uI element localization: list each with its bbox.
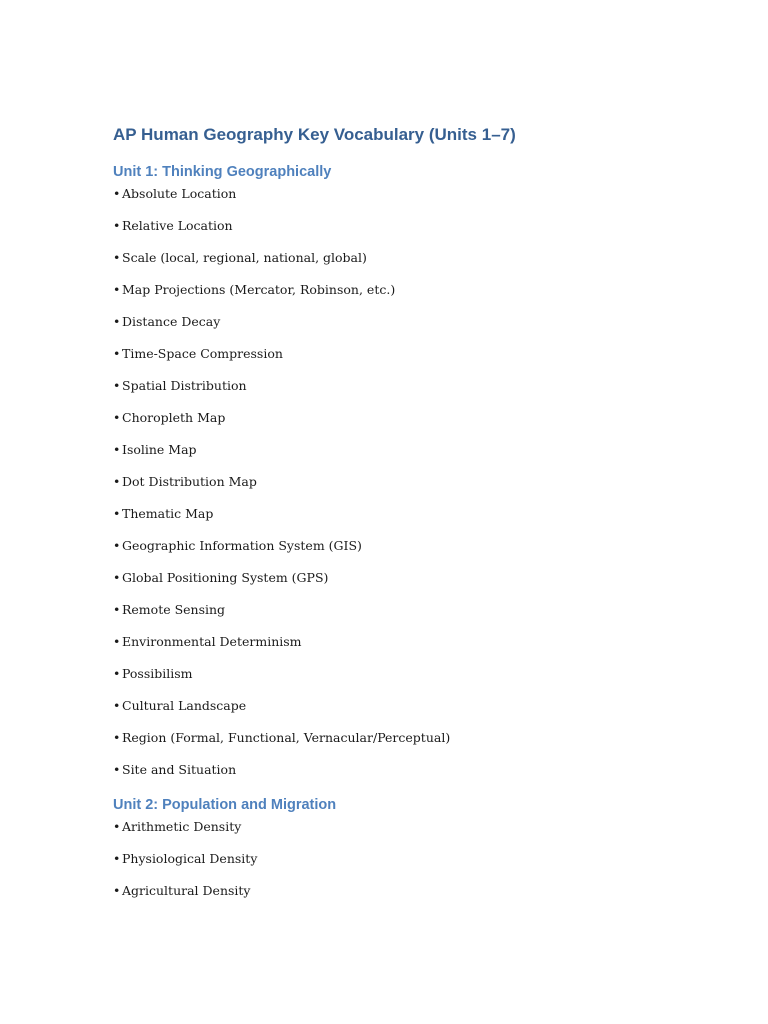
bullet-icon: • bbox=[113, 819, 121, 834]
bullet-icon: • bbox=[113, 762, 121, 777]
term-label: Choropleth Map bbox=[122, 410, 226, 425]
term-label: Global Positioning System (GPS) bbox=[122, 570, 329, 585]
list-item bbox=[113, 346, 450, 362]
term-label: Possibilism bbox=[122, 666, 193, 681]
bullet-icon: • bbox=[113, 346, 121, 361]
list-item bbox=[113, 186, 450, 202]
term-label: Agricultural Density bbox=[122, 883, 251, 898]
list-item bbox=[113, 442, 450, 458]
bullet-icon: • bbox=[113, 666, 121, 681]
bullet-icon: • bbox=[113, 314, 121, 329]
term-label: Geographic Information System (GIS) bbox=[122, 538, 362, 553]
bullet-icon: • bbox=[113, 186, 121, 201]
list-item bbox=[113, 666, 450, 682]
list-item bbox=[113, 570, 450, 586]
bullet-icon: • bbox=[113, 730, 121, 745]
term-list-unit-2 bbox=[113, 819, 257, 915]
section-heading-unit-1: Unit 1: Thinking Geographically bbox=[113, 164, 332, 180]
list-item bbox=[113, 218, 450, 234]
term-label: Environmental Determinism bbox=[122, 634, 302, 649]
bullet-icon: • bbox=[113, 851, 121, 866]
list-item bbox=[113, 883, 257, 899]
term-label: Dot Distribution Map bbox=[122, 474, 257, 489]
list-item bbox=[113, 698, 450, 714]
bullet-icon: • bbox=[113, 442, 121, 457]
bullet-icon: • bbox=[113, 883, 121, 898]
list-item bbox=[113, 474, 450, 490]
list-item bbox=[113, 378, 450, 394]
list-item bbox=[113, 762, 450, 778]
term-label: Isoline Map bbox=[122, 442, 197, 457]
bullet-icon: • bbox=[113, 602, 121, 617]
bullet-icon: • bbox=[113, 282, 121, 297]
term-label: Physiological Density bbox=[122, 851, 258, 866]
list-item bbox=[113, 250, 450, 266]
section-heading-unit-2: Unit 2: Population and Migration bbox=[113, 797, 337, 813]
bullet-icon: • bbox=[113, 538, 121, 553]
term-label: Spatial Distribution bbox=[122, 378, 247, 393]
term-label: Arithmetic Density bbox=[122, 819, 242, 834]
bullet-icon: • bbox=[113, 474, 121, 489]
term-label: Region (Formal, Functional, Vernacular/Perceptual) bbox=[122, 730, 451, 745]
bullet-icon: • bbox=[113, 570, 121, 585]
term-label: Map Projections (Mercator, Robinson, etc.) bbox=[122, 282, 396, 297]
list-item bbox=[113, 410, 450, 426]
bullet-icon: • bbox=[113, 506, 121, 521]
term-label: Site and Situation bbox=[122, 762, 237, 777]
term-label: Distance Decay bbox=[122, 314, 221, 329]
list-item bbox=[113, 506, 450, 522]
list-item bbox=[113, 634, 450, 650]
list-item bbox=[113, 819, 257, 835]
term-label: Scale (local, regional, national, global) bbox=[122, 250, 367, 265]
bullet-icon: • bbox=[113, 378, 121, 393]
term-label: Time-Space Compression bbox=[122, 346, 283, 361]
list-item bbox=[113, 538, 450, 554]
term-label: Absolute Location bbox=[122, 186, 237, 201]
bullet-icon: • bbox=[113, 634, 121, 649]
bullet-icon: • bbox=[113, 410, 121, 425]
bullet-icon: • bbox=[113, 218, 121, 233]
document-title: AP Human Geography Key Vocabulary (Units 1–7) bbox=[113, 125, 516, 144]
list-item bbox=[113, 282, 450, 298]
list-item bbox=[113, 730, 450, 746]
term-label: Thematic Map bbox=[122, 506, 214, 521]
term-label: Remote Sensing bbox=[122, 602, 226, 617]
term-list-unit-1 bbox=[113, 186, 450, 794]
bullet-icon: • bbox=[113, 250, 121, 265]
list-item bbox=[113, 314, 450, 330]
bullet-icon: • bbox=[113, 698, 121, 713]
list-item bbox=[113, 851, 257, 867]
term-label: Relative Location bbox=[122, 218, 233, 233]
term-label: Cultural Landscape bbox=[122, 698, 247, 713]
list-item bbox=[113, 602, 450, 618]
